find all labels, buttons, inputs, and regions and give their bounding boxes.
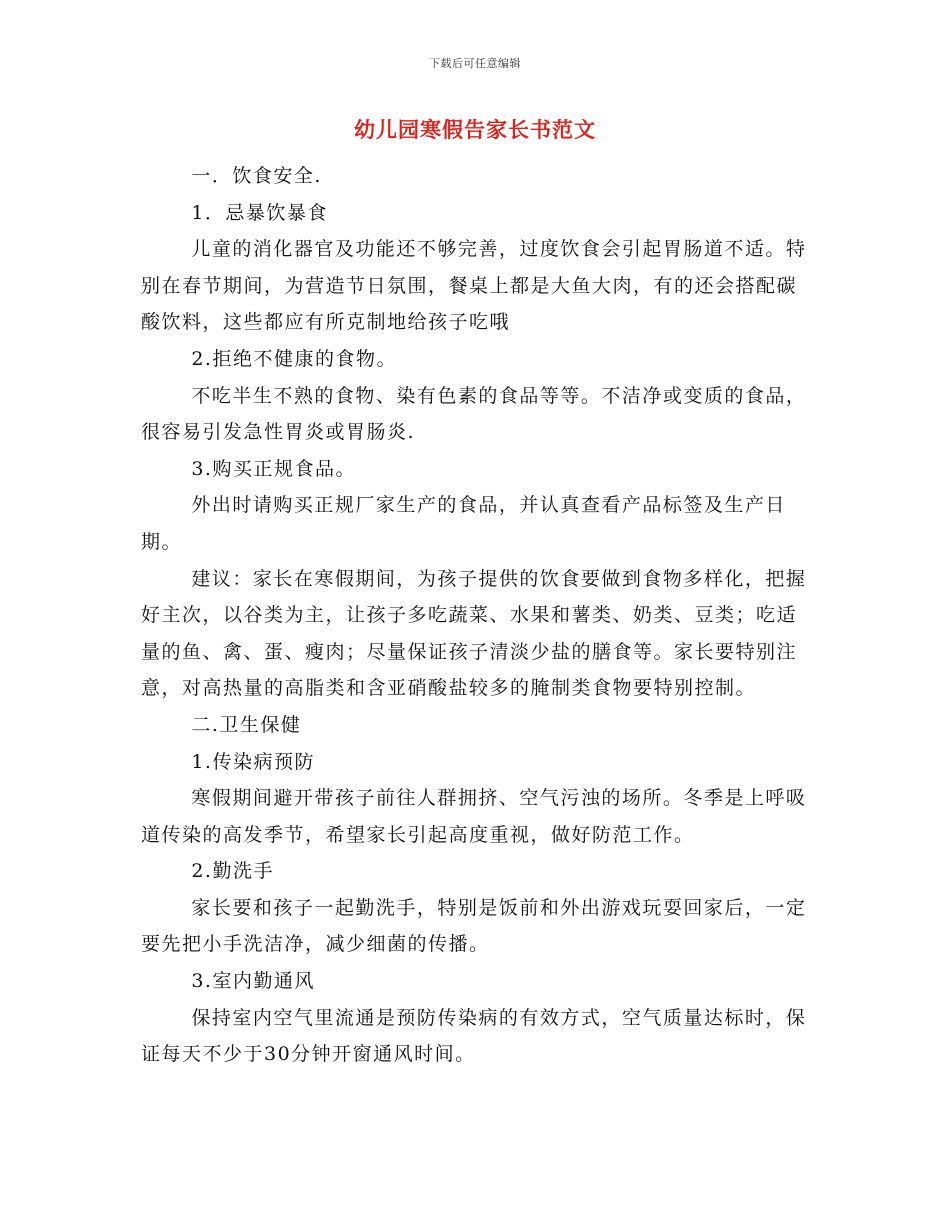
document-title: 幼儿园寒假告家长书范文 <box>354 117 596 142</box>
paragraph-infection: 寒假期间避开带孩子前往人群拥挤、空气污浊的场所。冬季是上呼吸道传染的高发季节，希望家长引起高度重视，做好防范工作。 <box>141 787 807 846</box>
subheading-infection: 1.传染病预防 <box>191 750 315 773</box>
header-note: 下载后可任意编辑 <box>429 57 521 70</box>
paragraph-overeating: 儿童的消化器官及功能还不够完善，过度饮食会引起胃肠道不适。特别在春节期间，为营造节日氛围，餐桌上都是大鱼大肉，有的还会搭配碳酸饮料，这些都应有所克制地给孩子吃哦 <box>141 238 807 334</box>
subheading-unhealthy-food: 2.拒绝不健康的食物。 <box>191 347 397 370</box>
section-heading-hygiene: 二.卫生保健 <box>191 713 302 736</box>
paragraph-ventilation: 保持室内空气里流通是预防传染病的有效方式，空气质量达标时，保证每天不少于30分钟开窗通风时间。 <box>141 1006 807 1066</box>
subheading-regular-food: 3.购买正规食品。 <box>191 457 356 480</box>
section-heading-diet: 一．饮食安全. <box>191 165 322 187</box>
paragraph-suggestion: 建议：家长在寒假期间，为孩子提供的饮食要做到食物多样化，把握好主次，以谷类为主，让孩子多吃蔬菜、水果和薯类、奶类、豆类；吃适量的鱼、禽、蛋、瘦肉；尽量保证孩子清淡少盐的膳食等。家长要特别注意，对高热量的高脂类和含亚硝酸盐较多的腌制类食物要特别控制。 <box>141 567 807 700</box>
subheading-ventilation: 3.室内勤通风 <box>191 970 315 993</box>
paragraph-unhealthy-food: 不吃半生不熟的食物、染有色素的食品等等。不洁净或变质的食品，很容易引发急性胃炎或胃肠炎. <box>141 384 807 444</box>
document-body <box>141 158 811 1073</box>
paragraph-regular-food: 外出时请购买正规厂家生产的食品，并认真查看产品标签及生产日期。 <box>141 494 786 553</box>
subheading-handwashing: 2.勤洗手 <box>191 860 274 883</box>
subheading-overeating: 1．忌暴饮暴食 <box>191 201 328 224</box>
paragraph-handwashing: 家长要和孩子一起勤洗手，特别是饭前和外出游戏玩耍回家后，一定要先把小手洗洁净，减少细菌的传播。 <box>141 896 807 956</box>
